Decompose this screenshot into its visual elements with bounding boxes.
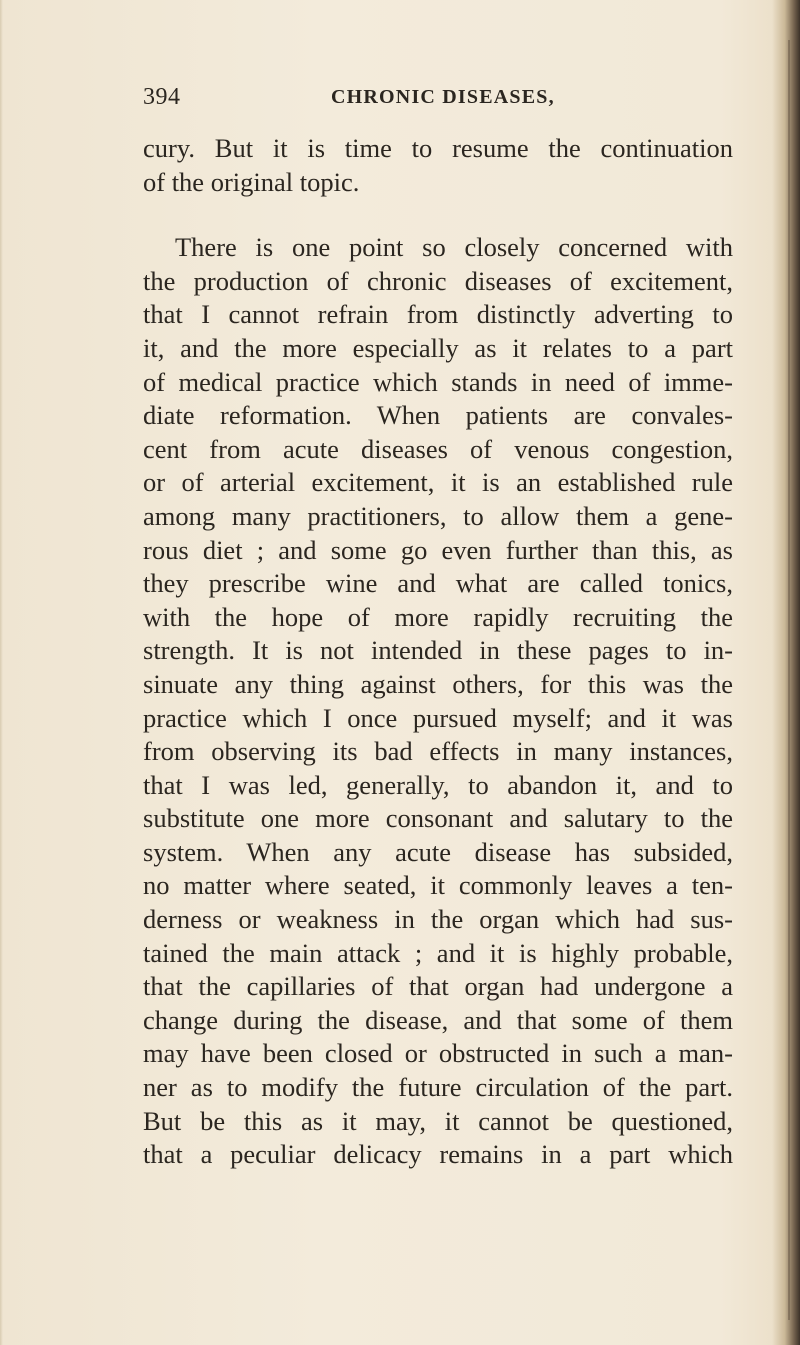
text-line: There is one point so closely concerned with	[175, 232, 733, 263]
page-binding-shadow	[772, 0, 800, 1345]
text-line: tained the main attack ; and it is highly probable,	[143, 937, 733, 968]
text-line: the production of chronic diseases of excitement,	[143, 265, 733, 296]
text-line: diate reformation. When patients are convales-	[143, 400, 733, 431]
body-text	[143, 132, 733, 1172]
text-line: ner as to modify the future circulation of the part.	[143, 1072, 733, 1103]
text-line: that a peculiar delicacy remains in a part which	[143, 1139, 733, 1170]
page-header	[143, 84, 733, 118]
page-number: 394	[143, 84, 181, 110]
page-left-edge	[0, 0, 3, 1345]
text-line: sinuate any thing against others, for this was the	[143, 668, 733, 699]
text-line: that I cannot refrain from distinctly adverting to	[143, 299, 733, 330]
text-line: among many practitioners, to allow them a gene-	[143, 500, 733, 531]
text-line: no matter where seated, it commonly leaves a ten-	[143, 870, 733, 901]
text-line: strength. It is not intended in these pages to in-	[143, 635, 733, 666]
text-line: from observing its bad effects in many instances,	[143, 736, 733, 767]
text-line: that the capillaries of that organ had undergone a	[143, 971, 733, 1002]
text-line: or of arterial excitement, it is an established rule	[143, 467, 733, 498]
text-line: with the hope of more rapidly recruiting the	[143, 601, 733, 632]
running-head: CHRONIC DISEASES,	[331, 86, 555, 108]
text-line: cent from acute diseases of venous congestion,	[143, 433, 733, 464]
text-line: system. When any acute disease has subsided,	[143, 836, 733, 867]
text-line: practice which I once pursued myself; and it was	[143, 702, 733, 733]
text-line: rous diet ; and some go even further than this, as	[143, 534, 733, 565]
text-line: change during the disease, and that some of them	[143, 1004, 733, 1035]
text-line: of the original topic.	[143, 166, 360, 197]
paragraph	[143, 132, 733, 199]
text-line: substitute one more consonant and salutary to the	[143, 803, 733, 834]
text-line: that I was led, generally, to abandon it, and to	[143, 769, 733, 800]
paragraph	[143, 231, 733, 1172]
text-line: of medical practice which stands in need of imme-	[143, 366, 733, 397]
text-line: cury. But it is time to resume the continuation	[143, 133, 733, 163]
text-line: But be this as it may, it cannot be questioned,	[143, 1105, 733, 1136]
page-edge-line	[788, 40, 790, 1320]
text-line: derness or weakness in the organ which had sus-	[143, 904, 733, 935]
text-line: they prescribe wine and what are called tonics,	[143, 568, 733, 599]
text-line: it, and the more especially as it relates to a part	[143, 332, 733, 363]
paragraph-gap	[143, 199, 733, 231]
text-line: may have been closed or obstructed in such a man-	[143, 1038, 733, 1069]
